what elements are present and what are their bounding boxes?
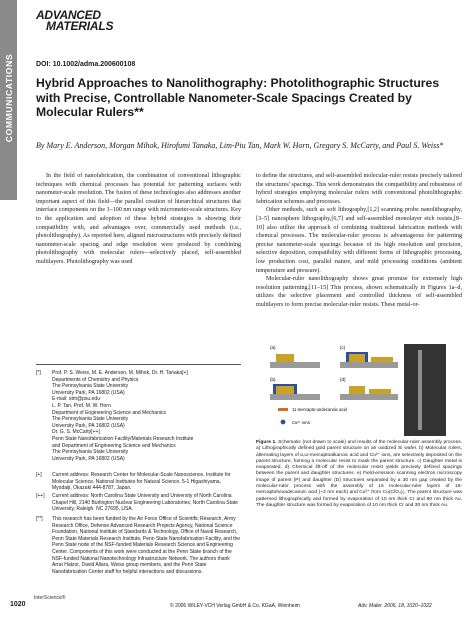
- footnote-acknowledgments: [36, 516, 241, 575]
- footnote-text: Prof. P. S. Weiss, M. E. Anderson, M. Mihok, Dr. H. Tanaka[+] Departments of Chemistry and Physics The Pennsylvania State University University Park, PA 16802 (USA) E-mail: stm@psu.edu L. P. Tan, Prof. M. W. Horn Department of Engineering Science and Mechanics The Pennsylvania State University University Park, PA 16802 (USA) Dr. G. S. McCarty[++] Penn State Nanofabrication Facility/Materials Research Institute and Department of Engineering Science and Mechanics The Pennsylvania State University University Park, PA 16802 (USA): [52, 370, 194, 462]
- footnote-mark: [**]: [36, 516, 43, 522]
- body-paragraph: Molecular-ruler nanolithography shows great promise for extremely high resolution patterning.[11–15] This process, shown schematically in Figures 1a–d, utilizes the selective placement and controlled thickness of self-assembled multilayers to form precise molecular-ruler resists. These metal-or-: [256, 276, 462, 308]
- logo-line-1: ADVANCED: [36, 8, 101, 22]
- right-column: [256, 172, 462, 310]
- daughter-structure: [371, 357, 393, 362]
- substrate: [270, 362, 320, 368]
- figure-panel-d: [340, 377, 398, 400]
- footnote-mark: [*]: [36, 370, 41, 376]
- page-number: 1020: [10, 601, 26, 608]
- substrate: [340, 394, 398, 400]
- section-tab-label: COMMUNICATIONS: [3, 53, 14, 143]
- figure-panel-a: [270, 345, 320, 368]
- sem-gap: [418, 350, 422, 430]
- body-paragraph: to define the structures, and self-assembled molecular-ruler resists precisely tailored the structures' spacings. This work demonstrates the compatibility and robustness of hybrid strategies employing molecular rulers with conventional photolithographic fabrication schemes and processes.: [256, 173, 462, 205]
- legend-swatch-cu-ions: [281, 420, 286, 425]
- substrate: [270, 394, 320, 400]
- figure-caption: [256, 440, 462, 509]
- figure-panel-e: [404, 344, 446, 436]
- footnote-text: This research has been funded by the Air Force Office of Scientific Research, Army Research Office, Defense Advanced Research Projects Agency, National Science Foundation, National Institute of Standards & Technology, Office of Naval Research, Penn State Materials Research Institute, Penn State Nanofabrication Facility, and the Penn State node of the NSF-funded Materials Research Science and Engineering Center. Components of this work were conducted at the Penn State branch of the NSF-funded National Nanotechnology Infrastructure Network. The authors thank Arrat Hatzor, David Allara, Weiss group members, and the Penn State Nanofabrication Center staff for helpful interactions and discussions.: [52, 516, 241, 575]
- journal-citation: [358, 603, 432, 609]
- figure-1: [268, 340, 448, 440]
- body-paragraph: Other methods, such as soft lithography,[1,2] scanning probe nanolithography,[3–5] nanosphere lithography,[6,7] and self-assembled monolayer etch resists,[8–10] also utilize the approach of combining traditional fabrication methods with chemical processes. The molecular-ruler process is advantageous for patterning precise nanometer-scale spacings because of its high resolution and precision, selective deposition, compatibility with different forms of lithographic processing, low production cost, parallel nature, and mild processing conditions (ambient temperature and pressure).: [256, 207, 462, 274]
- author-list: By Mary E. Anderson, Morgan Mihok, Hirofumi Tanaka, Lim-Piu Tan, Mark W. Horn, Gregory S. McCarty, and Paul S. Weiss*: [36, 141, 444, 150]
- body-paragraph: In the field of nanofabrication, the combination of conventional lithographic techniques with chemical processes has potential for patterning surfaces with nanometer-scale resolution. The fusion of these technologies also addresses another important aspect of this field—the parallel creation of hierarchical structures that interface components on the 1–100 nm range with micrometer-scale structures. Key to the application and adoption of these hybrid strategies is showing their compatibility with, and advantages over, commercially used methods (i.e., photolithography). As reported here, aligned microstructures with precisely defined nanometer-scale spacing and edge resolution were produced by combining photolithography with molecular rulers—selectively placed, self-assembled multilayers. Photolithography was used: [36, 173, 241, 265]
- panel-label-b: (b): [270, 377, 276, 382]
- article-title: Hybrid Approaches to Nanolithography: Photolithographic Structures with Precise, Controllable Nanometer-Scale Spacings Created by Molecular Rulers**: [36, 76, 440, 119]
- figure-legend: [278, 407, 348, 425]
- footnote-current-address-1: [36, 472, 241, 492]
- figure-panel-b: [270, 377, 320, 400]
- legend-swatch-acid: [278, 408, 288, 411]
- legend-label-acid: 11-mercapto-undecanoic acid: [292, 407, 347, 412]
- parent-structure: [349, 354, 365, 362]
- footnote-text: Current address: North Carolina State University and University of North Carolina Chapel Hill, 2140 Burlington Nuclear Engineering Laboratories, North Carolina State University, Raleigh, NC 27695, USA.: [52, 493, 238, 513]
- footnote-mark: [++]: [36, 493, 45, 499]
- daughter-structure: [369, 389, 391, 394]
- footnote-current-address-2: [36, 493, 241, 513]
- parent-structure: [276, 386, 294, 394]
- footnote-mark: [+]: [36, 472, 42, 478]
- footnote-divider: [36, 364, 241, 365]
- publisher-logo-small: InterScience®: [34, 595, 66, 601]
- parent-structure: [276, 354, 294, 362]
- footnote-text: Current address: Research Center for Molecular-Scale Nanoscience, Institute for Molecular Science, National Institutes for Natural Science, 5-1 Higashiyama, Myodaiji, Okazaki 444-8787, Japan.: [52, 472, 231, 492]
- panel-label-c: (c): [340, 345, 346, 350]
- substrate: [340, 362, 398, 368]
- section-tab: [0, 0, 17, 200]
- sem-image: [404, 344, 446, 436]
- publisher-logo: [34, 595, 118, 602]
- figure-caption-label: Figure 1.: [256, 440, 277, 445]
- figure-panel-c: [340, 345, 398, 368]
- panel-label-a: (a): [270, 345, 276, 350]
- parent-structure: [349, 386, 365, 394]
- copyright-notice: © 2006 WILEY-VCH Verlag GmbH & Co. KGaA, Weinheim: [170, 603, 300, 609]
- journal-logo: [36, 10, 120, 32]
- legend-label-cu-ions: Cu²⁺ ions: [292, 420, 310, 425]
- logo-line-2: MATERIALS: [46, 19, 114, 33]
- panel-label-d: (d): [340, 377, 346, 382]
- footnote-affiliations: [36, 370, 241, 462]
- doi[interactable]: DOI: 10.1002/adma.200600108: [36, 61, 136, 68]
- figure-caption-text: Schematic (not drawn to scale) and results of the molecular-ruler assembly process. a) Lithographically defined gold parent structure on an oxidized Si wafer. b) Molecular rulers, alternating layers of α,ω-mercaptoalkanoic acid and Cu²⁺ ions, are selectively deposited on the parent structure, forming a molecular resist to mask the parent structure. c) Daughter metal is evaporated. d) Chemical lift-off of the molecular resist yields precisely defined spacings between the parent and daughter structures. e) Field-emission scanning electron microscopy image of parent (P) and daughter (D) structures separated by a 30 nm gap created by the molecular-ruler process with the assembly of 15 molecular-ruler layers of 16-mercaptohexadecanoic acid (~2 nm each) and Cu²⁺ from Cu(ClO₄)₂. The parent structure was patterned lithographically and formed by evaporation of 10 nm thick Cr and 80 nm thick Au. The daughter structure was formed by evaporation of 10 nm thick Cr and 30 nm thick Au.: [256, 440, 463, 508]
- journal-citation-text: Adv. Mater. 2006, 18, 1020–1022: [358, 603, 432, 609]
- left-column: [36, 172, 241, 267]
